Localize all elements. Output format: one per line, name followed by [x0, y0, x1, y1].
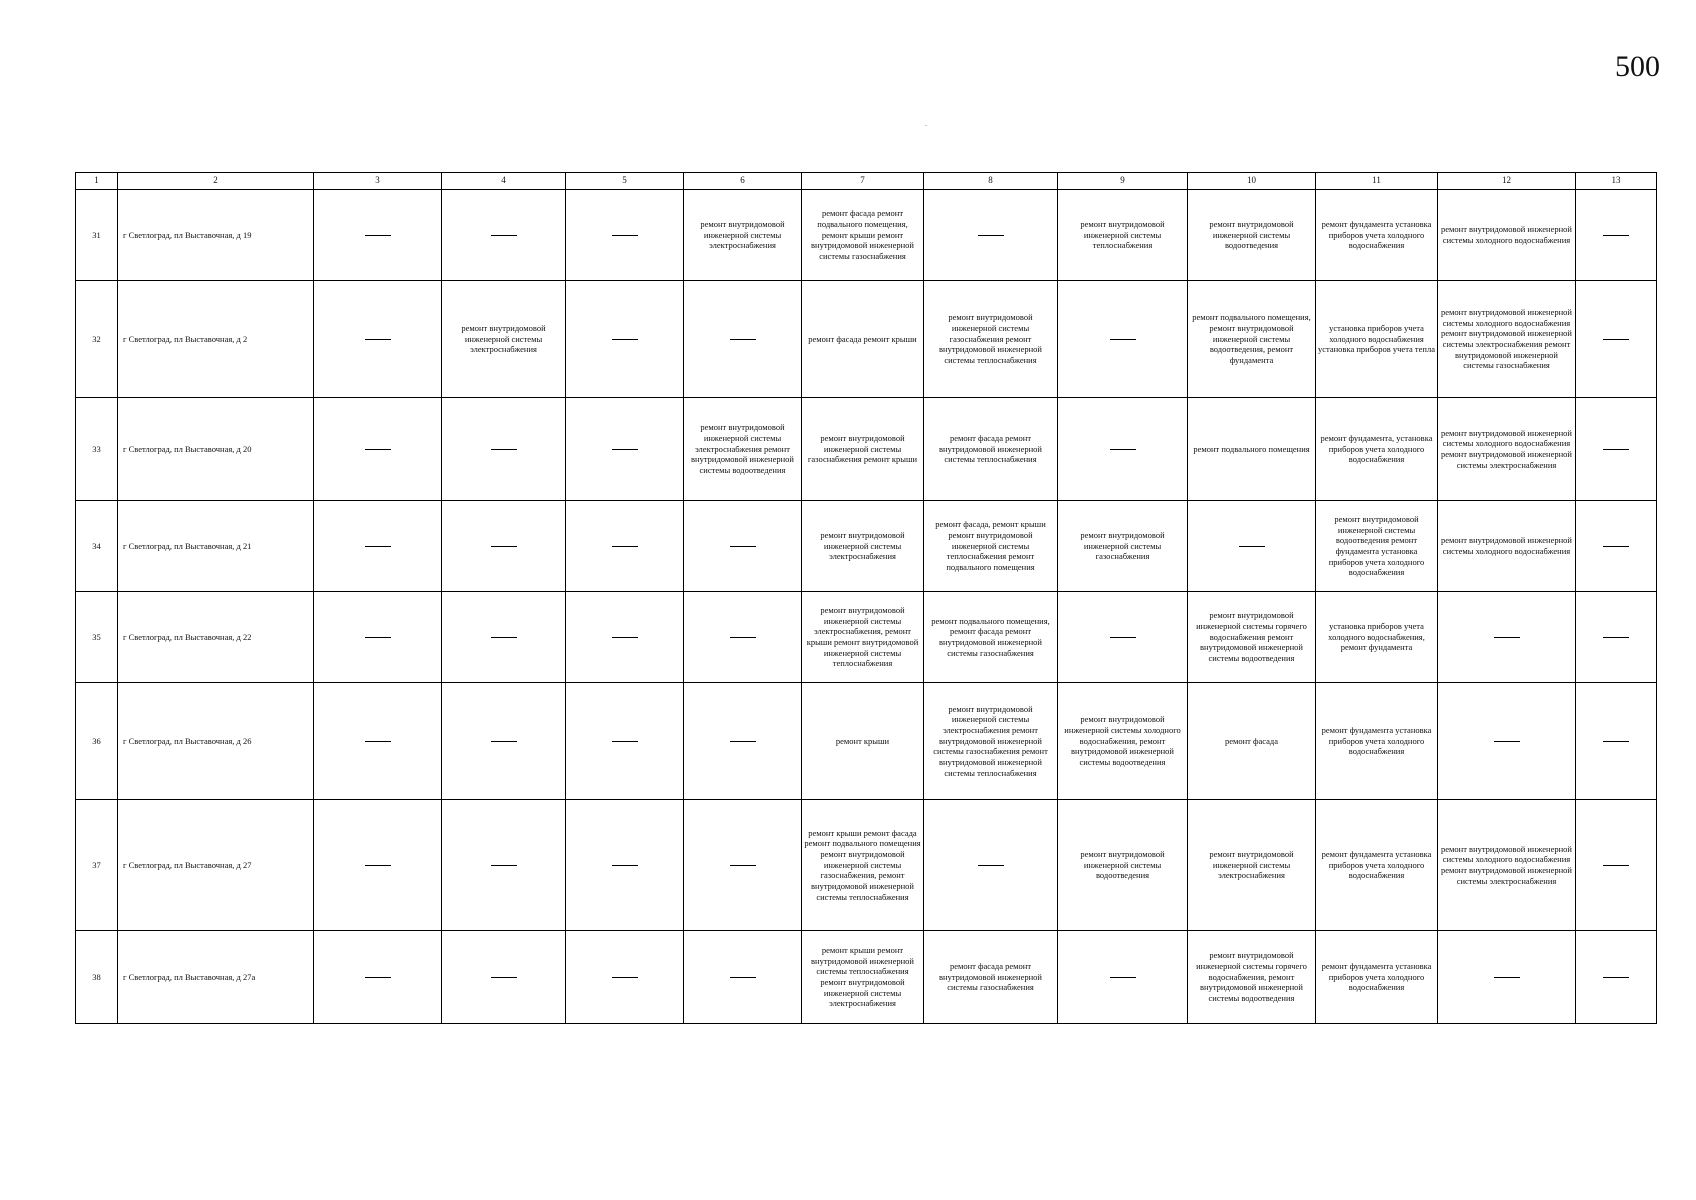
cell-col10: ремонт внутридомовой инженерной системы водоотведения	[1188, 190, 1316, 281]
empty-dash	[365, 865, 391, 866]
cell-col5	[566, 683, 684, 800]
empty-dash	[730, 741, 756, 742]
cell-col13	[1576, 683, 1657, 800]
table-row	[76, 501, 1657, 592]
empty-dash	[612, 546, 638, 547]
cell-col7: ремонт фасада ремонт подвального помещения, ремонт крыши ремонт внутридомовой инженерной системы газоснабжения	[802, 190, 924, 281]
cell-col9	[1058, 931, 1188, 1024]
cell-col8: ремонт внутридомовой инженерной системы газоснабжения ремонт внутридомовой инженерной системы теплоснабжения	[924, 281, 1058, 398]
address-cell: г Светлоград, пл Выставочная, д 27а	[118, 931, 314, 1024]
empty-dash	[612, 449, 638, 450]
cell-col13	[1576, 800, 1657, 931]
row-number: 37	[76, 800, 118, 931]
empty-dash	[1603, 235, 1629, 236]
page-number: 500	[1615, 50, 1660, 83]
header-cell: 6	[684, 173, 802, 190]
empty-dash	[612, 339, 638, 340]
empty-dash	[612, 637, 638, 638]
cell-col9: ремонт внутридомовой инженерной системы теплоснабжения	[1058, 190, 1188, 281]
stray-mark: .	[925, 119, 927, 128]
empty-dash	[612, 865, 638, 866]
cell-col12: ремонт внутридомовой инженерной системы холодного водоснабжения ремонт внутридомовой инженерной системы электроснабжения	[1438, 800, 1576, 931]
address-cell: г Светлоград, пл Выставочная, д 27	[118, 800, 314, 931]
row-number: 32	[76, 281, 118, 398]
cell-col10: ремонт внутридомовой инженерной системы электроснабжения	[1188, 800, 1316, 931]
cell-col10	[1188, 501, 1316, 592]
cell-col11: ремонт фундамента установка приборов учета холодного водоснабжения	[1316, 683, 1438, 800]
cell-col5	[566, 281, 684, 398]
cell-col7: ремонт крыши	[802, 683, 924, 800]
header-cell: 8	[924, 173, 1058, 190]
cell-col8: ремонт фасада ремонт внутридомовой инженерной системы газоснабжения	[924, 931, 1058, 1024]
table-row	[76, 190, 1657, 281]
empty-dash	[978, 235, 1004, 236]
cell-col12	[1438, 931, 1576, 1024]
cell-col13	[1576, 931, 1657, 1024]
cell-col13	[1576, 281, 1657, 398]
table-row	[76, 592, 1657, 683]
cell-col7: ремонт крыши ремонт внутридомовой инженерной системы теплоснабжения ремонт внутридомовой инженерной системы электроснабжения	[802, 931, 924, 1024]
empty-dash	[1494, 977, 1520, 978]
cell-col5	[566, 501, 684, 592]
cell-col5	[566, 398, 684, 501]
cell-col9	[1058, 398, 1188, 501]
row-number: 36	[76, 683, 118, 800]
table-row	[76, 931, 1657, 1024]
cell-col11: ремонт фундамента установка приборов учета холодного водоснабжения	[1316, 800, 1438, 931]
cell-col6: ремонт внутридомовой инженерной системы электроснабжения ремонт внутридомовой инженерной системы водоотведения	[684, 398, 802, 501]
cell-col9: ремонт внутридомовой инженерной системы газоснабжения	[1058, 501, 1188, 592]
cell-col6	[684, 501, 802, 592]
cell-col12: ремонт внутридомовой инженерной системы холодного водоснабжения	[1438, 501, 1576, 592]
address-cell: г Светлоград, пл Выставочная, д 2	[118, 281, 314, 398]
cell-col10: ремонт внутридомовой инженерной системы горячего водоснабжения, ремонт внутридомовой инженерной системы водоотведения	[1188, 931, 1316, 1024]
header-cell: 4	[442, 173, 566, 190]
cell-col5	[566, 931, 684, 1024]
empty-dash	[1110, 339, 1136, 340]
empty-dash	[1603, 977, 1629, 978]
cell-col11: ремонт фундамента установка приборов учета холодного водоснабжения	[1316, 190, 1438, 281]
cell-col7: ремонт крыши ремонт фасада ремонт подвального помещения ремонт внутридомовой инженерной системы газоснабжения, ремонт внутридомовой инженерной системы теплоснабжения	[802, 800, 924, 931]
empty-dash	[1603, 865, 1629, 866]
empty-dash	[491, 865, 517, 866]
empty-dash	[730, 865, 756, 866]
empty-dash	[1603, 741, 1629, 742]
empty-dash	[612, 977, 638, 978]
empty-dash	[365, 977, 391, 978]
empty-dash	[491, 741, 517, 742]
empty-dash	[612, 235, 638, 236]
empty-dash	[1603, 546, 1629, 547]
empty-dash	[1603, 339, 1629, 340]
empty-dash	[1110, 449, 1136, 450]
cell-col5	[566, 190, 684, 281]
header-cell: 11	[1316, 173, 1438, 190]
cell-col3	[314, 683, 442, 800]
empty-dash	[1239, 546, 1265, 547]
empty-dash	[365, 637, 391, 638]
cell-col9: ремонт внутридомовой инженерной системы водоотведения	[1058, 800, 1188, 931]
empty-dash	[491, 637, 517, 638]
cell-col10: ремонт подвального помещения, ремонт внутридомовой инженерной системы водоотведения, ремонт фундамента	[1188, 281, 1316, 398]
empty-dash	[491, 449, 517, 450]
empty-dash	[491, 546, 517, 547]
table-row	[76, 398, 1657, 501]
empty-dash	[1110, 977, 1136, 978]
empty-dash	[365, 235, 391, 236]
row-number: 38	[76, 931, 118, 1024]
cell-col11: установка приборов учета холодного водоснабжения, ремонт фундамента	[1316, 592, 1438, 683]
cell-col6	[684, 281, 802, 398]
cell-col6	[684, 931, 802, 1024]
cell-col4	[442, 592, 566, 683]
header-cell: 1	[76, 173, 118, 190]
empty-dash	[1494, 637, 1520, 638]
empty-dash	[365, 339, 391, 340]
cell-col8: ремонт подвального помещения, ремонт фасада ремонт внутридомовой инженерной системы газоснабжения	[924, 592, 1058, 683]
cell-col8: ремонт внутридомовой инженерной системы электроснабжения ремонт внутридомовой инженерной системы газоснабжения ремонт внутридомовой инженерной системы теплоснабжения	[924, 683, 1058, 800]
cell-col3	[314, 398, 442, 501]
empty-dash	[612, 741, 638, 742]
empty-dash	[1110, 637, 1136, 638]
cell-col13	[1576, 398, 1657, 501]
empty-dash	[1603, 449, 1629, 450]
empty-dash	[730, 977, 756, 978]
header-cell: 7	[802, 173, 924, 190]
cell-col4	[442, 398, 566, 501]
row-number: 33	[76, 398, 118, 501]
cell-col4	[442, 501, 566, 592]
cell-col7: ремонт внутридомовой инженерной системы электроснабжения, ремонт крыши ремонт внутридомовой инженерной системы теплоснабжения	[802, 592, 924, 683]
header-cell: 12	[1438, 173, 1576, 190]
empty-dash	[491, 235, 517, 236]
header-cell: 13	[1576, 173, 1657, 190]
cell-col10: ремонт фасада	[1188, 683, 1316, 800]
cell-col8: ремонт фасада, ремонт крыши ремонт внутридомовой инженерной системы теплоснабжения ремонт подвального помещения	[924, 501, 1058, 592]
header-row	[76, 173, 1657, 190]
cell-col7: ремонт фасада ремонт крыши	[802, 281, 924, 398]
address-cell: г Светлоград, пл Выставочная, д 26	[118, 683, 314, 800]
cell-col3	[314, 190, 442, 281]
table-row	[76, 683, 1657, 800]
cell-col12	[1438, 592, 1576, 683]
header-cell: 9	[1058, 173, 1188, 190]
cell-col8: ремонт фасада ремонт внутридомовой инженерной системы теплоснабжения	[924, 398, 1058, 501]
empty-dash	[978, 865, 1004, 866]
cell-col4	[442, 683, 566, 800]
row-number: 34	[76, 501, 118, 592]
cell-col4: ремонт внутридомовой инженерной системы электроснабжения	[442, 281, 566, 398]
empty-dash	[730, 339, 756, 340]
empty-dash	[730, 546, 756, 547]
empty-dash	[365, 546, 391, 547]
row-number: 35	[76, 592, 118, 683]
table-row	[76, 281, 1657, 398]
cell-col8	[924, 190, 1058, 281]
address-cell: г Светлоград, пл Выставочная, д 19	[118, 190, 314, 281]
row-number: 31	[76, 190, 118, 281]
cell-col11: ремонт фундамента установка приборов учета холодного водоснабжения	[1316, 931, 1438, 1024]
cell-col10: ремонт внутридомовой инженерной системы горячего водоснабжения ремонт внутридомовой инженерной системы водоотведения	[1188, 592, 1316, 683]
cell-col5	[566, 592, 684, 683]
empty-dash	[1603, 637, 1629, 638]
cell-col3	[314, 501, 442, 592]
header-cell: 5	[566, 173, 684, 190]
repair-schedule-table	[75, 172, 1657, 1024]
cell-col6	[684, 592, 802, 683]
cell-col11: ремонт фундамента, установка приборов учета холодного водоснабжения	[1316, 398, 1438, 501]
cell-col5	[566, 800, 684, 931]
empty-dash	[730, 637, 756, 638]
cell-col4	[442, 800, 566, 931]
cell-col3	[314, 800, 442, 931]
header-cell: 2	[118, 173, 314, 190]
cell-col12	[1438, 683, 1576, 800]
cell-col3	[314, 281, 442, 398]
cell-col4	[442, 190, 566, 281]
cell-col3	[314, 931, 442, 1024]
cell-col6	[684, 683, 802, 800]
cell-col7: ремонт внутридомовой инженерной системы газоснабжения ремонт крыши	[802, 398, 924, 501]
empty-dash	[365, 449, 391, 450]
cell-col13	[1576, 501, 1657, 592]
address-cell: г Светлоград, пл Выставочная, д 21	[118, 501, 314, 592]
empty-dash	[491, 977, 517, 978]
cell-col9	[1058, 592, 1188, 683]
cell-col9: ремонт внутридомовой инженерной системы холодного водоснабжения, ремонт внутридомовой инженерной системы водоотведения	[1058, 683, 1188, 800]
cell-col13	[1576, 190, 1657, 281]
cell-col7: ремонт внутридомовой инженерной системы электроснабжения	[802, 501, 924, 592]
cell-col9	[1058, 281, 1188, 398]
cell-col6: ремонт внутридомовой инженерной системы электроснабжения	[684, 190, 802, 281]
cell-col12: ремонт внутридомовой инженерной системы холодного водоснабжения ремонт внутридомовой инженерной системы электроснабжения	[1438, 398, 1576, 501]
cell-col12: ремонт внутридомовой инженерной системы холодного водоснабжения	[1438, 190, 1576, 281]
cell-col3	[314, 592, 442, 683]
cell-col11: установка приборов учета холодного водоснабжения установка приборов учета тепла	[1316, 281, 1438, 398]
cell-col10: ремонт подвального помещения	[1188, 398, 1316, 501]
header-cell: 10	[1188, 173, 1316, 190]
cell-col6	[684, 800, 802, 931]
cell-col11: ремонт внутридомовой инженерной системы водоотведения ремонт фундамента установка приборов учета холодного водоснабжения	[1316, 501, 1438, 592]
cell-col13	[1576, 592, 1657, 683]
empty-dash	[1494, 741, 1520, 742]
cell-col8	[924, 800, 1058, 931]
cell-col4	[442, 931, 566, 1024]
header-cell: 3	[314, 173, 442, 190]
address-cell: г Светлоград, пл Выставочная, д 20	[118, 398, 314, 501]
address-cell: г Светлоград, пл Выставочная, д 22	[118, 592, 314, 683]
empty-dash	[365, 741, 391, 742]
table-row	[76, 800, 1657, 931]
cell-col12: ремонт внутридомовой инженерной системы холодного водоснабжения ремонт внутридомовой инженерной системы электроснабжения ремонт внутридомовой инженерной системы газоснабжения	[1438, 281, 1576, 398]
